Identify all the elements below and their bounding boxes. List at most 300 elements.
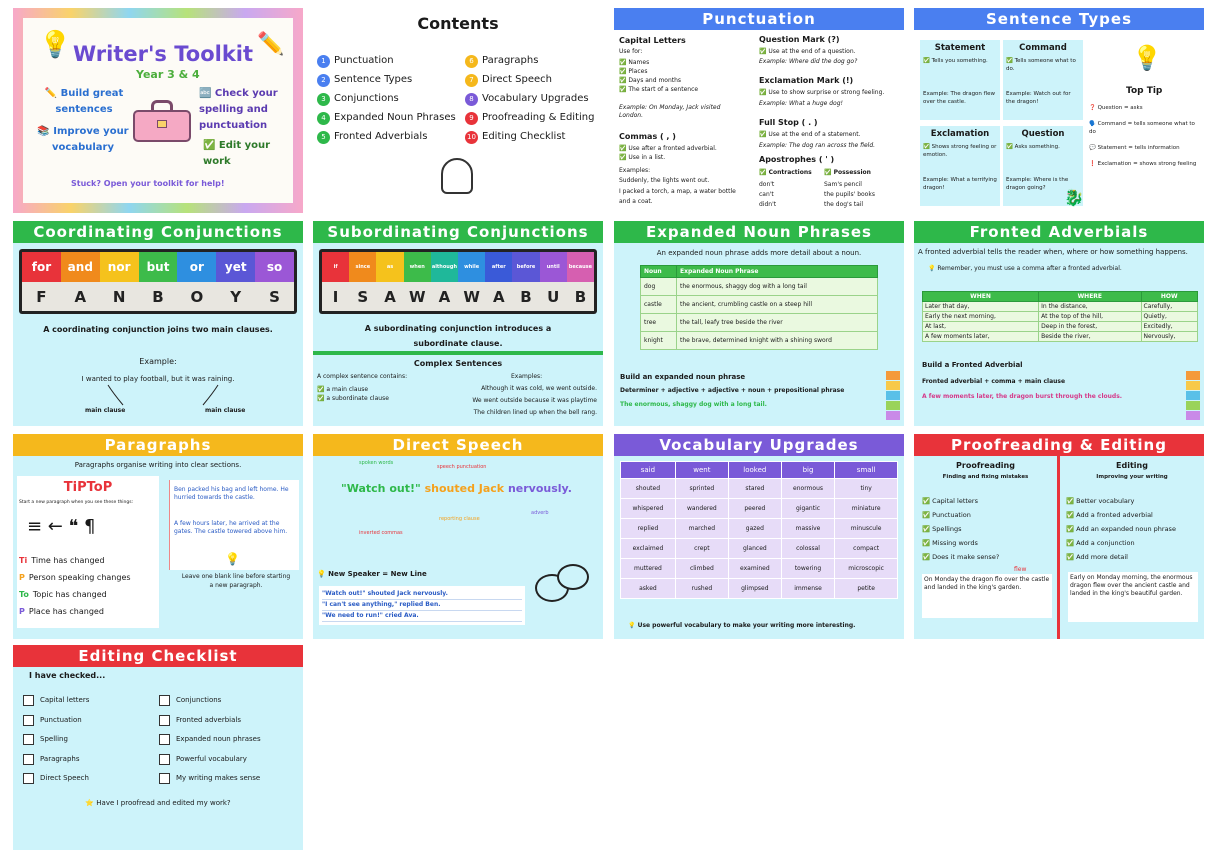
sentence-card-heading: Exclamation [930, 129, 990, 139]
checklist-item[interactable] [159, 691, 261, 711]
proof-sub: Finding and fixing mistakes [942, 474, 1029, 480]
tip-item: ❓ Question = asks [1089, 105, 1143, 111]
fa-cell: Excitedly, [1141, 322, 1198, 332]
exclamation-example: Example: What a huge dog! [759, 100, 843, 107]
question-example: Example: Where did the dog go? [759, 58, 858, 65]
pencil-icon: ✏️ [257, 32, 285, 57]
conjunction-word: or [177, 252, 216, 282]
lightbulb-icon: 💡 [1132, 44, 1162, 72]
checkbox[interactable] [23, 773, 34, 784]
fanboys-strip [19, 249, 297, 314]
contractions-list [759, 180, 776, 210]
checklist-item[interactable] [159, 730, 261, 750]
contents-item-label: Sentence Types [334, 74, 413, 85]
clause-label-1: main clause [85, 407, 126, 414]
np-formula: Determiner + adjective + adjective + noun + prepositional phrase [620, 387, 845, 394]
sentence-card-desc: ✅ Shows strong feeling or emotion. [923, 144, 997, 158]
edit-item: ✅ Add a fronted adverbial [1066, 511, 1153, 519]
fa-header-row [923, 292, 1198, 302]
conjunction-letter: F [36, 287, 47, 306]
fa-header-cell: WHEN [923, 292, 1039, 302]
commas-list [619, 144, 717, 162]
contents-item [465, 130, 565, 145]
checklist-heading: I have checked... [29, 671, 106, 680]
tiptop-text: Place has changed [28, 607, 104, 616]
apostrophe-example: can't [759, 191, 774, 198]
vocab-cell: exclaimed [621, 539, 676, 559]
para-note1: Ben packed his bag and left home. He hurried towards the castle. [174, 486, 289, 501]
subordinating-slide [313, 221, 603, 426]
conjunction-letter: S [357, 287, 369, 306]
tiptop-sub: Start a new paragraph when you see these things: [19, 500, 134, 505]
fronted-remember: 💡 Remember, you must use a comma after a fronted adverbial. [928, 265, 1122, 272]
vocab-row [621, 579, 898, 599]
apostrophe-example: the pupils' books [824, 191, 875, 198]
tiptop-item [19, 603, 131, 620]
conjunction-letter: A [74, 287, 87, 306]
speech-line: "We need to run!" cried Ava. [322, 611, 522, 622]
checkbox[interactable] [159, 754, 170, 765]
np-cell: dog [641, 278, 677, 296]
contents-number-badge: 9 [465, 112, 478, 125]
contents-item-label: Direct Speech [482, 74, 552, 85]
fa-row [923, 312, 1198, 322]
contents-item-label: Fronted Adverbials [334, 131, 428, 142]
np-row [641, 296, 878, 314]
contents-slide [313, 8, 603, 213]
apostrophe-example: Sam's pencil [824, 181, 862, 188]
direct-speech-title: Direct Speech [313, 434, 603, 456]
tiptop-text: Time has changed [31, 556, 105, 565]
contents-item-label: Paragraphs [482, 55, 539, 66]
conjunction-letter: B [152, 287, 164, 306]
capital-item: ✅ Names [619, 59, 650, 66]
conjunction-word: since [349, 252, 376, 282]
checkbox[interactable] [23, 734, 34, 745]
fa-build-title: Build a Fronted Adverbial [922, 361, 1023, 369]
proof-item: ✅ Spellings [922, 525, 962, 533]
coord-example: I wanted to play football, but it was raining. [81, 375, 235, 383]
proof-item: ✅ Does it make sense? [922, 553, 1000, 561]
contents-item [317, 54, 394, 69]
contents-number-badge: 8 [465, 93, 478, 106]
colour-blocks [1186, 371, 1200, 420]
new-speaker-rule: 💡 New Speaker = New Line [317, 570, 427, 578]
np-cell: the tall, leafy tree beside the river [677, 314, 878, 332]
vocab-cell: gigantic [781, 499, 834, 519]
toolbox-icon [133, 98, 191, 142]
lightbulb-gear-icon [441, 158, 473, 194]
checklist-item[interactable] [159, 750, 261, 770]
checklist-item[interactable] [23, 750, 89, 770]
checklist-left [23, 691, 89, 789]
tiptop-text: Topic has changed [32, 590, 107, 599]
clause-label-2: main clause [205, 407, 246, 414]
checkbox[interactable] [159, 695, 170, 706]
checklist-label: Fronted adverbials [176, 715, 242, 724]
contents-item [465, 73, 552, 88]
contents-number-badge: 4 [317, 112, 330, 125]
complex-title: Complex Sentences [413, 359, 503, 368]
speech-line: "I can't see anything," replied Ben. [322, 600, 522, 611]
np-header-cell: Expanded Noun Phrase [677, 266, 878, 278]
proofreading-slide [914, 434, 1204, 639]
conjunction-word: but [139, 252, 178, 282]
coordinating-slide [13, 221, 303, 426]
vocab-cell: enormous [781, 479, 834, 499]
spoken-label: spoken words [359, 460, 394, 466]
checklist-label: Spelling [40, 735, 68, 743]
tip-item: ❗ Exclamation = shows strong feeling [1089, 161, 1197, 167]
vocab-row [621, 559, 898, 579]
para-tip: Leave one blank line before starting a new paragraph. [181, 573, 291, 589]
fronted-intro: A fronted adverbial tells the reader when, where or how something happens. [918, 248, 1188, 256]
vocab-header-row [621, 462, 898, 479]
capital-example: Example: On Monday, Jack visited London. [619, 104, 721, 119]
contents-number-badge: 2 [317, 74, 330, 87]
contents-number-badge: 10 [465, 131, 478, 144]
vocab-header-cell: looked [728, 462, 781, 479]
speech-example: "Watch out!" shouted Jack nervously. [341, 482, 572, 495]
conjunction-word: yet [216, 252, 255, 282]
para-note2: A few hours later, he arrived at the gates. The castle towered above him. [174, 520, 288, 535]
top-tip-title: Top Tip [1126, 86, 1163, 96]
vocab-cell: massive [781, 519, 834, 539]
capital-item: ✅ Places [619, 68, 648, 75]
contents-number-badge: 6 [465, 55, 478, 68]
vocab-row [621, 499, 898, 519]
fa-cell: Deep in the forest, [1039, 322, 1141, 332]
edit-title: Editing [1116, 461, 1148, 470]
capital-item: ✅ The start of a sentence [619, 86, 699, 93]
punctuation-slide [614, 8, 904, 213]
vocab-cell: microscopic [835, 559, 898, 579]
sentence-card [1003, 40, 1083, 120]
fronted-title: Fronted Adverbials [914, 221, 1204, 243]
np-table [640, 265, 878, 350]
edit-item: ✅ Better vocabulary [1066, 497, 1135, 505]
apostrophe-heading: Apostrophes ( ' ) [759, 155, 835, 164]
checklist-item[interactable] [23, 711, 89, 731]
checklist-item[interactable] [159, 711, 261, 731]
contents-number-badge: 1 [317, 55, 330, 68]
vocab-tip: 💡 Use powerful vocabulary to make your writing more interesting. [628, 622, 856, 629]
vocab-cell: climbed [675, 559, 728, 579]
vocab-cell: glimpsed [728, 579, 781, 599]
paragraph-symbols: ≡ ← ❝ ¶ [27, 516, 96, 537]
contents-item [317, 92, 399, 107]
sentence-card-desc: ✅ Asks something. [1006, 144, 1060, 150]
checklist-label: Expanded noun phrases [176, 735, 261, 743]
contents-item-label: Proofreading & Editing [482, 112, 595, 123]
cover-edit: ✅ Edit your work [203, 140, 271, 167]
checklist-slide [13, 645, 303, 850]
checklist-right [159, 691, 261, 789]
speech-line: "Watch out!" shouted Jack nervously. [322, 589, 522, 600]
possession-list [824, 180, 875, 210]
contents-number-badge: 3 [317, 93, 330, 106]
checklist-footer: ⭐ Have I proofread and edited my work? [85, 799, 231, 807]
speech-lines [319, 586, 525, 625]
vocab-cell: petite [835, 579, 898, 599]
sub-ex1: Although it was cold, we went outside. [481, 385, 597, 392]
np-cell: the ancient, crumbling castle on a steep hill [677, 296, 878, 314]
tiptop-code: P [19, 573, 25, 582]
vocab-slide [614, 434, 904, 639]
apostrophe-example: didn't [759, 201, 777, 208]
lightbulb-icon: 💡 [39, 30, 72, 60]
checkbox[interactable] [23, 754, 34, 765]
np-build-title: Build an expanded noun phrase [620, 373, 746, 381]
exclamation-heading: Exclamation Mark (!) [759, 76, 854, 85]
checklist-title: Editing Checklist [13, 645, 303, 667]
fa-cell: Later that day, [923, 302, 1039, 312]
checkbox[interactable] [23, 715, 34, 726]
conjunction-word: nor [100, 252, 139, 282]
tiptop-title: TiPToP [63, 480, 113, 495]
paragraphs-title: Paragraphs [13, 434, 303, 456]
noun-phrases-slide [614, 221, 904, 426]
edit-item: ✅ Add more detail [1066, 553, 1128, 561]
conjunction-word: so [255, 252, 294, 282]
commas-ex1: Suddenly, the lights went out. [619, 177, 710, 184]
direct-speech-slide [313, 434, 603, 639]
vocab-header-cell: went [675, 462, 728, 479]
fullstop-heading: Full Stop ( . ) [759, 118, 818, 127]
tiptop-item [19, 569, 131, 586]
exclamation-item: ✅ Use to show surprise or strong feeling. [759, 89, 885, 96]
vocab-cell: glanced [728, 539, 781, 559]
reporting-label: reporting clause [439, 516, 480, 522]
commas-ex2: I packed a torch, a map, a water bottle and a coat. [619, 188, 736, 205]
lightbulb-icon: 💡 [225, 552, 240, 566]
conjunction-word: when [404, 252, 431, 282]
conjunction-word: after [485, 252, 512, 282]
checklist-item[interactable] [159, 769, 261, 789]
capital-list [619, 58, 698, 94]
checkbox[interactable] [159, 773, 170, 784]
proof-example: On Monday the dragon flo over the castle and landed in the king's garden. [922, 574, 1052, 618]
checklist-label: Punctuation [40, 715, 82, 724]
punct-label: speech punctuation [437, 464, 487, 470]
punctuation-title: Punctuation [614, 8, 904, 30]
vocab-header-cell: small [835, 462, 898, 479]
vocab-cell: colossal [781, 539, 834, 559]
contents-item [465, 111, 594, 126]
tiptop-item [19, 552, 131, 569]
fa-row [923, 322, 1198, 332]
adverb-label: adverb [531, 510, 549, 516]
contents-item [317, 111, 456, 126]
sentence-card-heading: Statement [934, 43, 986, 53]
np-cell: the brave, determined knight with a shining sword [677, 332, 878, 350]
coordinating-title: Coordinating Conjunctions [13, 221, 303, 243]
vocab-cell: whispered [621, 499, 676, 519]
tiptop-item [19, 586, 131, 603]
checklist-label: Paragraphs [40, 754, 80, 763]
edit-sub: Improving your writing [1096, 474, 1168, 480]
np-cell: knight [641, 332, 677, 350]
dragon-icon: 🐉 [1064, 188, 1084, 207]
edit-item: ✅ Add a conjunction [1066, 539, 1135, 547]
conjunction-word: until [540, 252, 567, 282]
question-heading: Question Mark (?) [759, 35, 840, 44]
cover-improve: 📚 Improve your vocabulary [37, 126, 129, 153]
vocab-cell: compact [835, 539, 898, 559]
vocab-cell: replied [621, 519, 676, 539]
checklist-label: Capital letters [40, 696, 90, 704]
sub-definition: A subordinating conjunction introduces a subordinate clause. [364, 324, 552, 348]
capital-heading: Capital Letters [619, 36, 686, 45]
conjunction-letter: O [190, 287, 204, 306]
conjunction-letter: W [463, 287, 480, 306]
conjunction-word: because [567, 252, 594, 282]
clause-arrows [13, 381, 303, 411]
sub-ex2: We went outside because it was playtime [472, 397, 597, 404]
np-header-row [641, 266, 878, 278]
np-cell: castle [641, 296, 677, 314]
fa-row [923, 302, 1198, 312]
np-intro: An expanded noun phrase adds more detail about a noun. [656, 249, 862, 257]
vocab-row [621, 539, 898, 559]
cover-check: 🔤 Check your spelling and punctuation [199, 88, 278, 131]
fullstop-example: Example: The dog ran across the field. [759, 142, 876, 149]
speech-bubble-icon [557, 564, 589, 590]
checkbox[interactable] [159, 734, 170, 745]
np-cell: the enormous, shaggy dog with a long tail [677, 278, 878, 296]
vocab-table [620, 461, 898, 599]
fa-table [922, 291, 1198, 342]
proof-item: ✅ Missing words [922, 539, 978, 547]
tip-item: 💬 Statement = tells information [1089, 145, 1180, 151]
cover-title: Writer's Toolkit [73, 42, 254, 66]
proof-item: ✅ Punctuation [922, 511, 971, 519]
conjunction-word: and [61, 252, 100, 282]
proof-list [922, 494, 999, 564]
fa-cell: A few moments later, [923, 332, 1039, 342]
vocab-cell: peered [728, 499, 781, 519]
np-example: The enormous, shaggy dog with a long tail. [620, 401, 767, 408]
vocab-cell: sprinted [675, 479, 728, 499]
contents-item [317, 73, 412, 88]
tiptop-code: To [19, 590, 29, 599]
sentence-card-desc: ✅ Tells someone what to do. [1006, 58, 1076, 72]
sub-examples-label: Examples: [511, 373, 543, 380]
contents-item-label: Punctuation [334, 55, 394, 66]
fa-header-cell: WHERE [1039, 292, 1141, 302]
checklist-item[interactable] [23, 769, 89, 789]
conjunction-letter: A [384, 287, 396, 306]
edit-list [1066, 494, 1176, 564]
contents-title: Contents [417, 14, 499, 33]
contents-item-label: Vocabulary Upgrades [482, 93, 589, 104]
checklist-label: Direct Speech [40, 774, 89, 782]
question-item: ✅ Use at the end of a question. [759, 48, 856, 55]
tiptop-text: Person speaking changes [28, 573, 131, 582]
para-intro: Paragraphs organise writing into clear sections. [74, 461, 242, 469]
fa-row [923, 332, 1198, 342]
vocab-cell: miniature [835, 499, 898, 519]
vocab-cell: shouted [621, 479, 676, 499]
vocab-cell: marched [675, 519, 728, 539]
commas-heading: Commas ( , ) [619, 132, 676, 141]
checklist-label: My writing makes sense [176, 774, 261, 782]
vocab-row [621, 519, 898, 539]
complex-item: ✅ a subordinate clause [317, 395, 389, 402]
cover-build: ✏️ Build great sentences [44, 88, 124, 115]
checklist-item[interactable] [23, 730, 89, 750]
apostrophe-example: the dog's tail [824, 201, 864, 208]
fa-cell: Beside the river, [1039, 332, 1141, 342]
conjunction-letter: N [112, 287, 126, 306]
conjunction-word: before [512, 252, 539, 282]
sentence-card [920, 40, 1000, 120]
vocab-title: Vocabulary Upgrades [614, 434, 904, 456]
np-row [641, 278, 878, 296]
fa-cell: At the top of the hill, [1039, 312, 1141, 322]
possession-label: ✅ Possession [824, 169, 871, 176]
proof-title: Proofreading [956, 461, 1015, 470]
sentence-card-example: Example: Where is the dragon going? [1006, 177, 1069, 191]
conjunction-letter: B [574, 287, 587, 306]
commas-item: ✅ Use after a fronted adverbial. [619, 145, 717, 152]
conjunction-letter: I [332, 287, 339, 306]
complex-list [317, 385, 389, 403]
np-header-cell: Noun [641, 266, 677, 278]
vocab-cell: crept [675, 539, 728, 559]
np-row [641, 332, 878, 350]
isawawabub-strip [319, 249, 597, 314]
sub-ex3: The children lined up when the bell rang. [473, 409, 597, 416]
tiptop-list [19, 552, 131, 620]
vocab-cell: stared [728, 479, 781, 499]
complex-item: ✅ a main clause [317, 386, 369, 393]
vocab-header-cell: said [621, 462, 676, 479]
tip-item: 🗣️ Command = tells someone what to do [1089, 121, 1195, 135]
vocab-cell: wandered [675, 499, 728, 519]
fullstop-item: ✅ Use at the end of a statement. [759, 131, 861, 138]
contents-item [465, 54, 538, 69]
sentence-types-slide [914, 8, 1204, 213]
fa-example: A few moments later, the dragon burst through the clouds. [922, 393, 1123, 400]
conjunction-word: for [22, 252, 61, 282]
fa-cell: Nervously, [1141, 332, 1198, 342]
cover-subtitle: Year 3 & 4 [136, 68, 200, 81]
checklist-item[interactable] [23, 691, 89, 711]
edit-example: Early on Monday morning, the enormous dragon flew over the ancient castle and landed in the king's beautiful garden. [1068, 572, 1198, 622]
conjunction-word: as [376, 252, 403, 282]
sentence-types-title: Sentence Types [914, 8, 1204, 30]
contents-item [317, 130, 427, 145]
vocab-cell: rushed [675, 579, 728, 599]
inverted-label: inverted commas [359, 530, 403, 536]
checkbox[interactable] [159, 715, 170, 726]
contents-item-label: Conjunctions [334, 93, 399, 104]
sentence-card-heading: Question [1021, 129, 1065, 139]
fa-formula: Fronted adverbial + comma + main clause [922, 378, 1066, 385]
vocab-header-cell: big [781, 462, 834, 479]
checkbox[interactable] [23, 695, 34, 706]
lightbulb-icon: 💡 [928, 265, 936, 272]
contents-item [465, 92, 589, 107]
vocab-cell: muttered [621, 559, 676, 579]
apostrophe-example: don't [759, 181, 775, 188]
sentence-card-desc: ✅ Tells you something. [923, 58, 988, 64]
vocab-row [621, 479, 898, 499]
vocab-cell: towering [781, 559, 834, 579]
commas-item: ✅ Use in a list. [619, 154, 666, 161]
colour-blocks [886, 371, 900, 420]
